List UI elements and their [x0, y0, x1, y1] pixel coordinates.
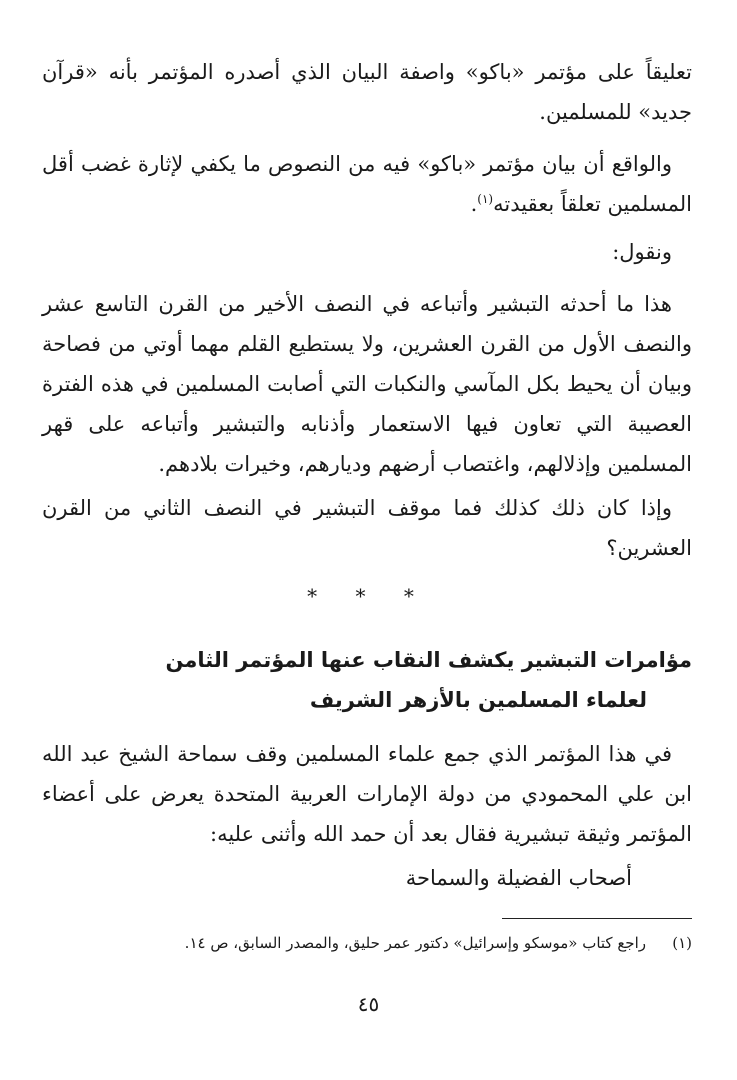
paragraph-3 — [42, 232, 692, 272]
paragraph-5 — [42, 488, 692, 568]
footnote-reference: (١) — [477, 192, 494, 206]
paragraph-3-text: ونقول: — [612, 240, 672, 264]
footnote — [42, 930, 692, 956]
section-separator: * * * — [307, 584, 430, 608]
section-paragraph-1 — [42, 734, 692, 854]
paragraph-2-end: . — [470, 192, 478, 216]
paragraph-2 — [42, 144, 692, 224]
section-heading-line-1: مؤامرات التبشير يكشف النقاب عنها المؤتمر الثامن — [165, 648, 692, 672]
paragraph-5-text: وإذا كان ذلك كذلك فما موقف التبشير في النصف الثاني من القرن العشرين؟ — [42, 496, 692, 560]
footnote-text: راجع كتاب «موسكو وإسرائيل» دكتور عمر حليق، والمصدر السابق، ص ١٤. — [184, 934, 646, 952]
paragraph-4-text: هذا ما أحدثه التبشير وأتباعه في النصف الأخير من القرن التاسع عشر والنصف الأول من القرن العشرين، ولا يستطيع القلم مهما أوتي من فصاحة وبيان أن يحيط بكل المآسي والنكبات التي أصابت المسلمين في هذه الفترة العصيبة التي تعاون فيها الاستعمار وأذنابه والتبشير وأتباعه على قهر المسلمين وإذلالهم، واغتصاب أرضهم وديارهم، وخيرات بلادهم. — [42, 292, 692, 476]
section-heading — [42, 640, 692, 720]
paragraph-2-text: والواقع أن بيان مؤتمر «باكو» فيه من النصوص ما يكفي لإثارة غضب أقل المسلمين تعلقاً بعقيدته — [42, 152, 692, 216]
footnote-number: (١) — [672, 934, 692, 952]
page-number: ٤٥ — [357, 992, 380, 1016]
section-paragraph-2-text: أصحاب الفضيلة والسماحة — [405, 866, 632, 890]
paragraph-4 — [42, 284, 692, 484]
section-paragraph-1-text: في هذا المؤتمر الذي جمع علماء المسلمين وقف سماحة الشيخ عبد الله ابن علي المحمودي من دولة الإمارات العربية المتحدة يعرض على أعضاء المؤتمر وثيقة تبشيرية فقال بعد أن حمد الله وأثنى عليه: — [42, 742, 692, 846]
section-paragraph-2 — [42, 858, 692, 898]
footnote-rule — [502, 918, 692, 919]
paragraph-1 — [42, 52, 692, 132]
section-heading-line-2: لعلماء المسلمين بالأزهر الشريف — [309, 688, 647, 712]
paragraph-1-text: تعليقاً على مؤتمر «باكو» واصفة البيان الذي أصدره المؤتمر بأنه «قرآن جديد» للمسلمين. — [42, 60, 692, 124]
